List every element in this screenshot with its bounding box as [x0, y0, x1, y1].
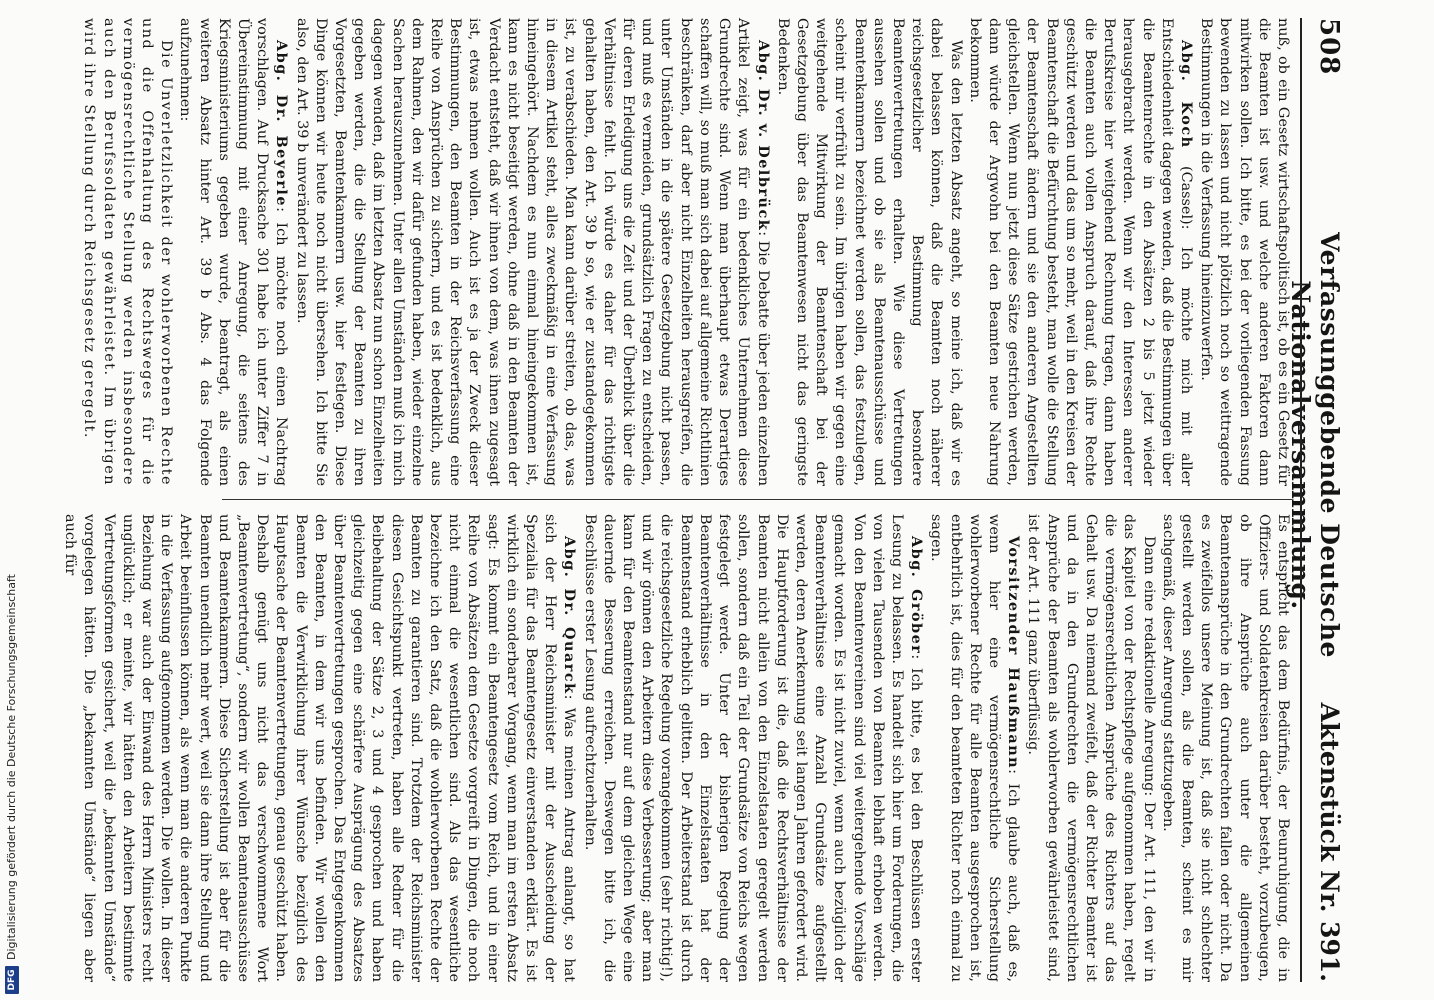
document-reference: Aktenstück Nr. 391. — [1315, 702, 1344, 982]
speaker-name: Abg. Dr. Beyerle — [273, 40, 291, 208]
speaker-name: Abg. Dr. Quarck — [561, 536, 579, 695]
page-title: Verfassunggebende Deutsche Nationalversammlung. — [1286, 232, 1344, 658]
right-text-column — [62, 514, 1292, 982]
paragraph — [773, 18, 965, 486]
column-divider — [222, 499, 1292, 500]
digitization-credit — [2, 0, 24, 1000]
paragraph — [1158, 514, 1292, 982]
header-rule — [1300, 18, 1302, 982]
paragraph — [579, 514, 926, 982]
paragraph-text: : Die Debatte über jeden einzelnen Artikel zeigt, was für ein bedenkliches Unternehmen diese Grundrechte sind. Wenn man überhaupt etwas Derartiges schaffen will, so muß man sich dabei auf allgemeine Richtlinien beschränken, darf aber nicht Einzelheiten herausgreifen, die unter Umständen in die spätere Gesetzgebung nicht passen, und muß es vermeiden, grundsätzlich Fragen zu entscheiden, für deren Erledigung uns die Zeit und der Überblick über die Verhältnisse fehlt. Ich würde es daher für das richtigste gehalten haben, den Art. 39 b so, wie er zustandegekommen ist, zu verabschieden. Man kann darüber streiten, ob das, was in diesem Artikel steht, alles zweckmäßig in eine Verfassung hineingehört. Nachdem es nun einmal hineingekommen ist, kann es nicht beseitigt werden, ohne daß in den Beamten der Verdacht entsteht, daß wir ihnen von dem, was ihnen zugesagt ist, etwas nehmen wollen. Auch ist es ja der Zweck dieser Bestimmungen, den Beamten in der Reichsverfassung eine Reihe von Ansprüchen zu sichern, und es ist bedenklich, aus dem Rahmen, den wir dafür gefunden haben, wieder einzelne Sachen herauszunehmen. Unter allen Umständen muß ich mich dagegen wenden, daß im letzten Absatz nun schon Einzelheiten gegeben werden, die die Stellung der Beamten zu ihren Vorgesetzten, Beamtenkammern usw. hier festlegen. Diese Dinge können wir heute noch nicht übersehen. Ich bitte Sie also, den Art. 39 b unverändert zu lassen. — [293, 18, 771, 486]
paragraph-text: Die Unverletzlichkeit der wohlerworbenen Rechte und die Offenhaltung des Rechtsweges für die vermögensrechtliche Stellung werden insbesondere auch den Berufssoldaten gewährleistet. Im übrigen wird ihre Stellung durch Reichsgesetz geregelt. — [81, 18, 175, 486]
speaker-name: Abg. Gröber — [908, 536, 926, 655]
dfg-logo: DFG — [5, 966, 19, 994]
paragraph — [965, 18, 1196, 486]
credit-line — [2, 0, 22, 1000]
speaker-name: Abg. Dr. v. Delbrück — [754, 40, 772, 232]
speaker-name: Abg. Koch — [1177, 40, 1195, 149]
paragraph — [60, 514, 579, 982]
paragraph — [291, 18, 772, 486]
paragraph — [1196, 18, 1292, 486]
page-number: 508 — [1314, 18, 1344, 76]
paragraph-text: Es entspricht das dem Bedürfnis, der Beunruhigung, die in Offiziers- und Soldatenkreisen darüber besteht, vorzubeugen, ob ihre Ansprüche auch unter die allgemeinen Beamtenansprüche in den Grundrechten fallen oder nicht. Da es zweifellos unsere Meinung ist, daß sie nicht schlechter gestellt werden sollen, als die Beamten, scheint es mir sachgemäß, dieser Anregung stattzugeben. — [1159, 514, 1291, 982]
left-text-column — [81, 18, 1292, 486]
page-header — [1286, 18, 1352, 982]
paragraph-text: Was den letzten Absatz angeht, so meine ich, daß wir es dabei belassen können, daß die Beamten noch näherer reichsgesetzlicher Bestimmung besondere Beamtenvertretungen erhalten. Wie diese Vertretungen aussehen sollen und ob sie als Beamtenausschüsse und Beamtenkammern bezeichnet werden sollen, das festzulegen, scheint mir verfrüht zu sein. Im übrigen haben wir gegen eine weitgehende Mitwirkung der Beamtenschaft bei der Gesetzgebung über das Beamtenwesen nicht das geringste Bedenken. — [774, 18, 964, 486]
paragraph — [175, 18, 291, 486]
paragraph — [1023, 514, 1157, 982]
paragraph-text: : Ich möchte noch einen Nachtrag vorschlagen. Auf Drucksache 301 habe ich unter Ziffer 7 in Übereinstimmung mit einer Anregung, die seitens des Kriegsministeriums gegeben wurde, beantragt, als einen weiteren Absatz hinter Art. 39 b Abs. 4 das Folgende aufzunehmen: — [177, 18, 290, 486]
paragraph-text: Dann eine redaktionelle Anregung: Der Art. 111, den wir in das Kapitel von der Rechtspflege aufgenommen haben, regelt die vermögensrechtlichen Ansprüche des Richters auf das Gehalt usw. Da niemand zweifelt, daß der Richter Beamter ist und da in den Grundrechten die vermögensrechtlichen Ansprüche der Beamten als wohlerworben gewährleistet sind, ist der Art. 111 ganz überflüssig. — [1025, 514, 1157, 982]
paragraph-text: : Ich bitte, es bei den Beschlüssen erster Lesung zu belassen. Es handelt sich hier um Forderungen, die von vielen Tausenden von Beamten lebhaft erhoben werden. Von den Beamtenvereinen sind viel weitergehende Vorschläge gemacht worden. Es ist nicht zuviel, wenn auch bezüglich der Beamtenverhältnisse eine Anzahl Grundsätze aufgestellt werden, deren Anerkennung seit langen Jahren gefordert wird. Die Hauptforderung ist die, daß die Rechtsverhältnisse der Beamten nicht allein von den Einzelstaaten geregelt werden sollen, sondern daß ein Teil der Grundsätze von Reichs wegen festgelegt werde. Unter der bisherigen Regelung der Beamtenverhältnisse in den Einzelstaaten hat der Beamtenstand erheblich gelitten. Der Arbeiterstand ist durch die reichsgesetzliche Regelung vorangekommen (sehr richtig!), und wir gönnen den Arbeitern diese Verbesserung; aber man kann für den Beamtenstand nur auf dem gleichen Wege eine dauernde Besserung erreichen. Deswegen bitte ich, die Beschlüsse erster Lesung aufrechtzuerhalten. — [581, 514, 925, 982]
quoted-paragraph — [79, 18, 175, 486]
paragraph-text: : Was meinen Antrag anlangt, so hat sich der Herr Reichsminister mit der Ausscheidung der Spezialia für das Beamtengesetz einverstanden erklärt. Es ist wirklich ein sonderbarer Vorgang, wenn man im ersten Absatz sagt: Es kommt ein Beamtengesetz vom Reich, und in einer Reihe von Absätzen dem Gesetze vorgreift in Dingen, die noch nicht einmal die wesentlichen sind. Als das wesentliche bezeichne ich den Satz, daß die wohlerworbenen Rechte der Beamten zu garantieren sind. Trotzdem der Reichsminister diesen Gesichtspunkt vertreten, haben alle Redner für die Beibehaltung der Sätze 2, 3 und 4 gesprochen und haben gleichzeitig gegen eine schärfere Ausprägung des Absatzes über Beamtenvertretungen gesprochen. Das Entgegenkommen den Beamten, in dem wir uns befinden. Wir wollen den Beamten die Verwirklichung ihrer Wünsche bezüglich des Hauptsache der Beamtenvertretungen, genau geschützt haben. Deshalb genügt uns nicht das verschwommene Wort „Beamtenvertretung“, sondern wir wollen Beamtenausschüsse und Beamtenkammern. Diese Sicherstellung ist aber für die Beamten unendlich mehr wert, weil sie dann ihre Stellung und Arbeit beeinflussen können, als wenn man die anderen Punkte in die Verfassung aufgenommen werden. Die wollen. In dieser Beziehung war auch der Einwand des Herrn Ministers recht unglücklich; er meinte, wir hätten den Arbeitern bestimmte Vertretungsformen gesichert, weil die „bekannten Umstände“ vorgelegen hätten. Die „bekannten Umstände“ liegen aber auch für — [62, 514, 578, 982]
paragraph-text: : Ich glaube auch, daß es, wenn hier eine vermögensrechtliche Sicherstellung wohlerworbener Rechte für alle Beamten ausgesprochen ist, entbehrlich ist, dies für den beamteten Richter noch einmal zu sagen. — [928, 514, 1022, 982]
paragraph — [926, 514, 1023, 982]
credit-text: Digitalisierung gefördert durch die Deutsche Forschungsgemeinschaft — [5, 574, 18, 960]
speaker-name: Vorsitzender Haußmann — [1005, 536, 1023, 770]
paragraph-text: (Cassel): Ich möchte mich mit aller Entschiedenheit dagegen wenden, daß die Bestimmungen über die Beamtenrechte in den Absätzen 2 bis 5 jetzt wieder herausgebracht werden. Wenn wir den Interessen anderer Berufskreise hier weitgehend Rechnung tragen, dann haben die Beamten auch vollen Anspruch darauf, daß ihre Rechte geschützt werden und das um so mehr, weil in den Kreisen der Beamtenschaft die Befürchtung besteht, man wolle die Stellung der Beamtenschaft ändern und sie den anderen Angestellten gleichstellen. Wenn nun jetzt diese Sätze gestrichen werden, dann würde der Argwohn bei den Beamten neue Nahrung bekommen. — [966, 18, 1194, 486]
paragraph-text: nuß, ob ein Gesetz wirtschaftspolitisch ist, ob es ein Gesetz für die Beamten ist usw. und welche anderen Faktoren dann mitwirken sollen. Ich bitte, es bei der vorliegenden Fassung bewenden zu lassen und nicht plötzlich noch so weittragende Bestimmungen in die Verfassung hineinzuwerfen. — [1198, 18, 1291, 486]
